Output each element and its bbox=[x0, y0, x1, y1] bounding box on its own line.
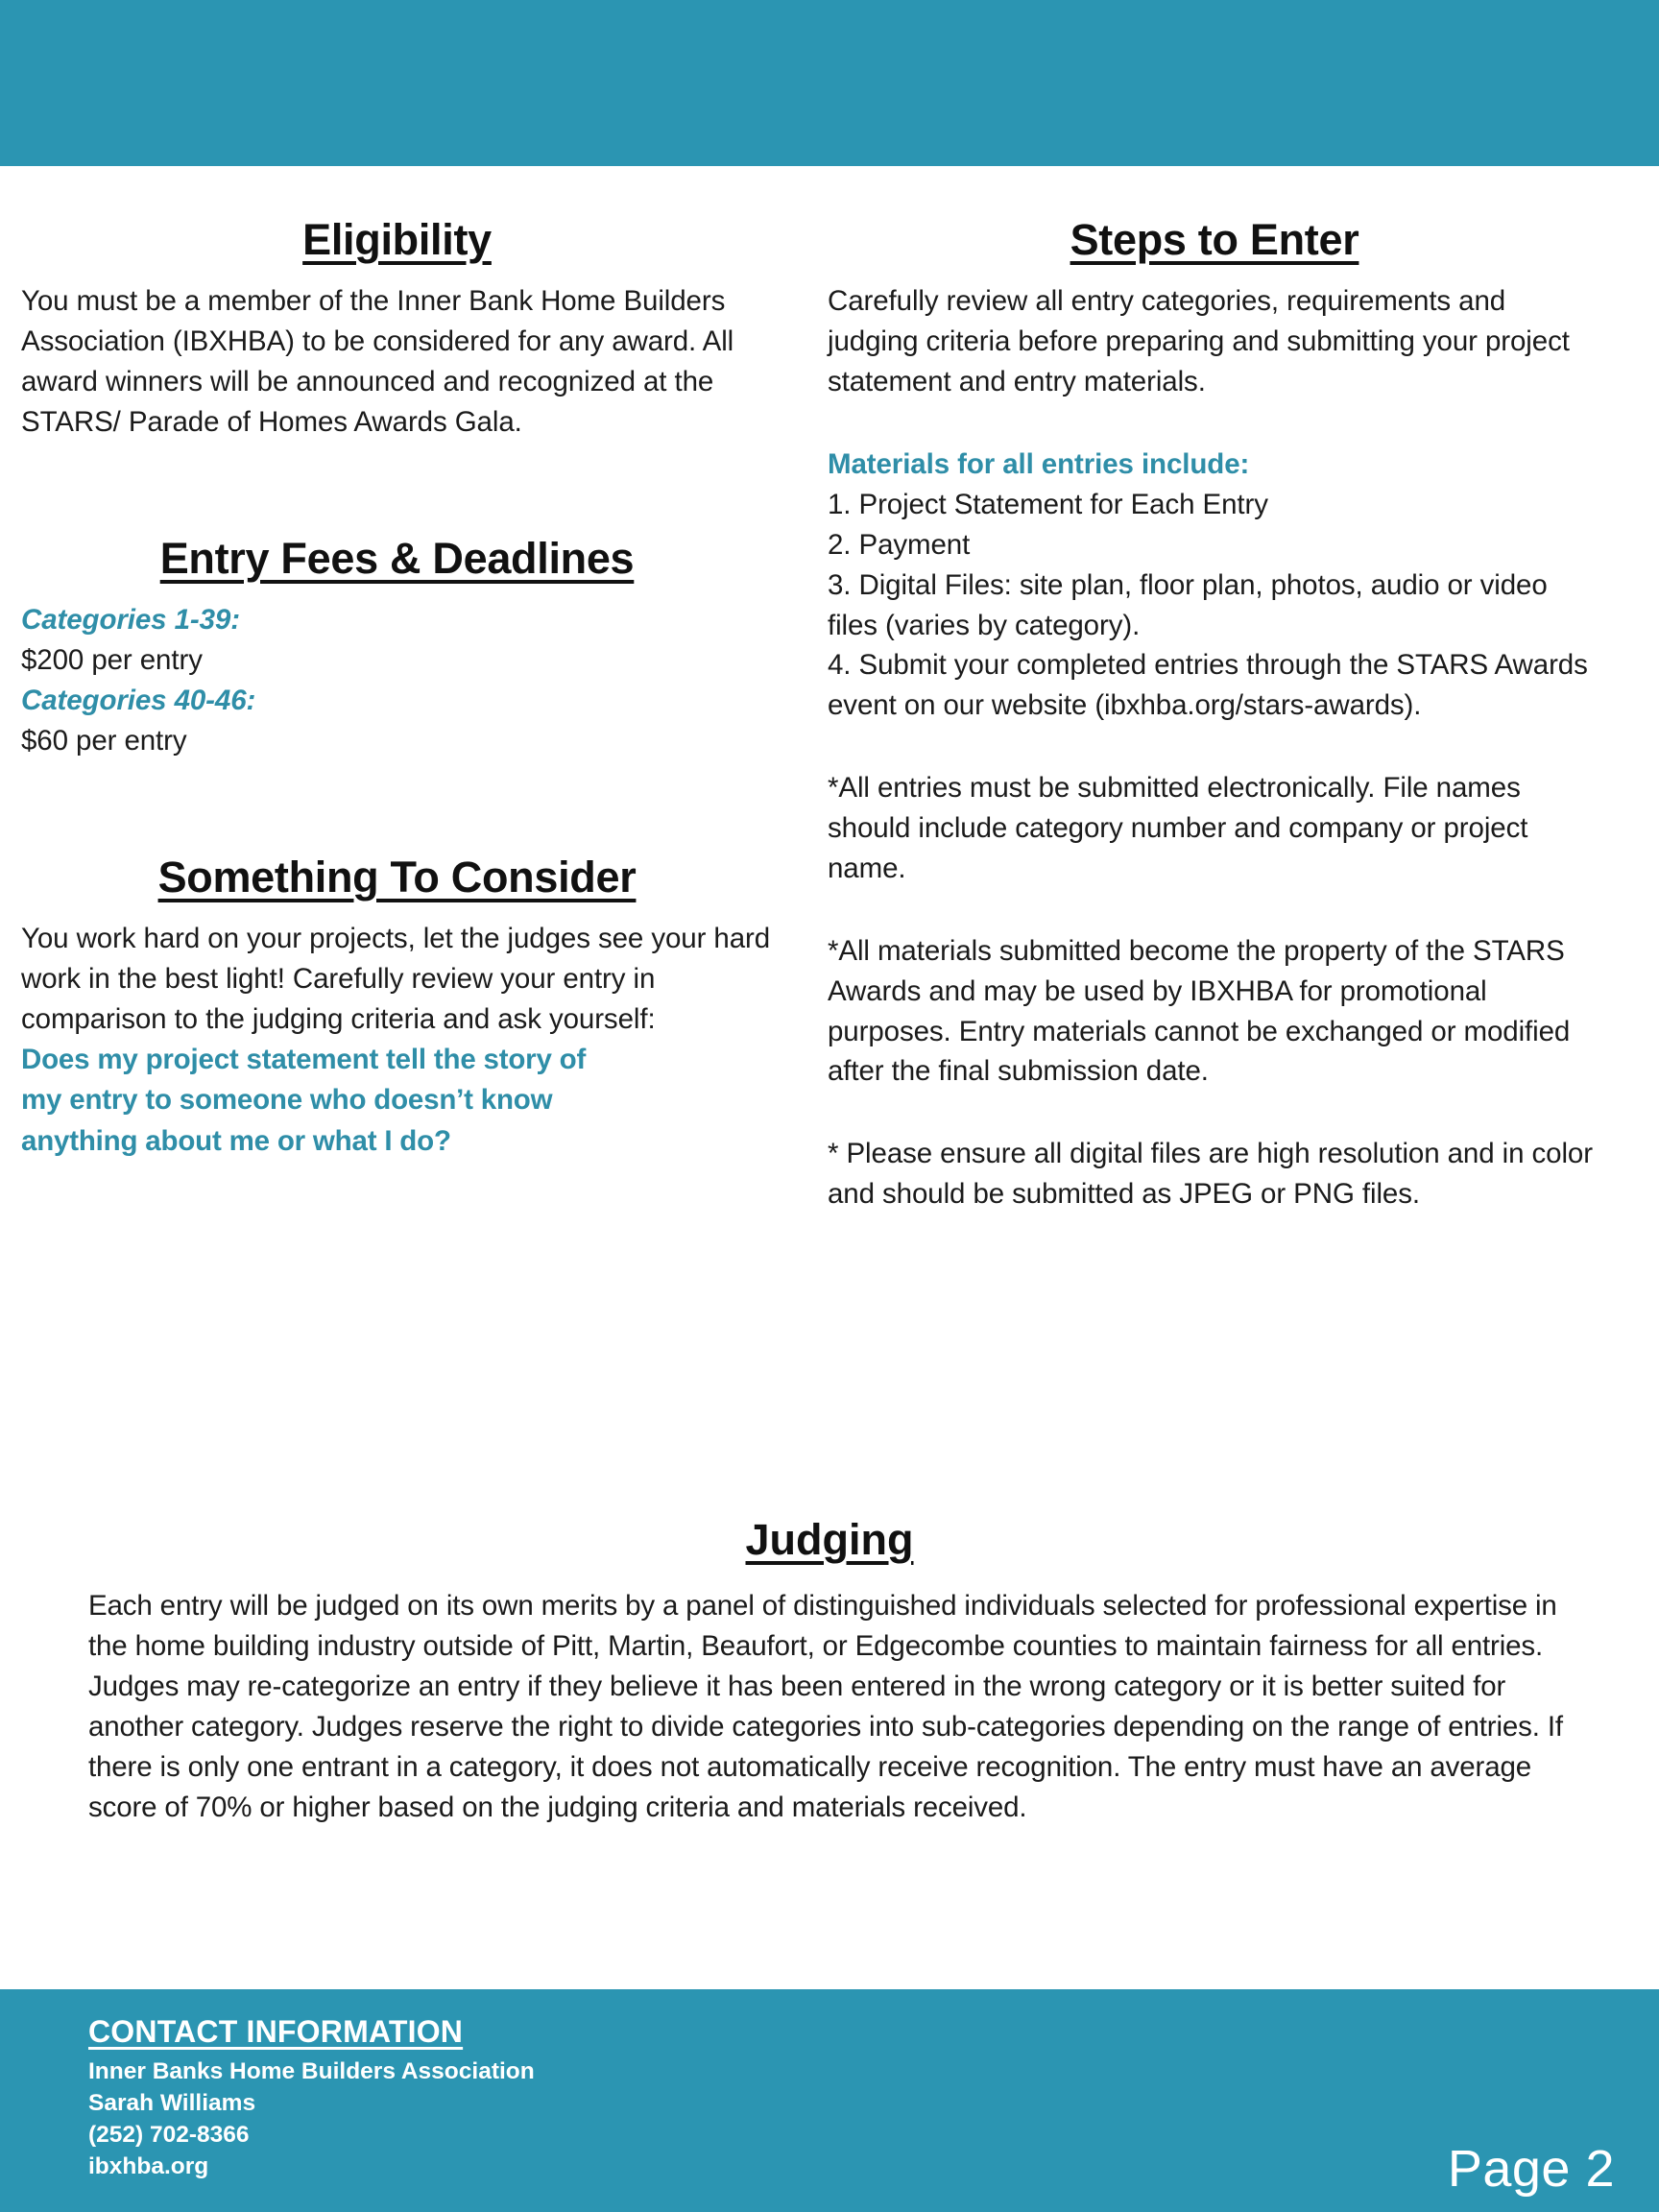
consider-question-line-1: Does my project statement tell the story of bbox=[21, 1043, 587, 1075]
consider-question-line-3: anything about me or what I do? bbox=[21, 1124, 451, 1157]
materials-list bbox=[828, 485, 1601, 726]
right-column bbox=[806, 166, 1659, 1214]
spacer bbox=[21, 443, 773, 535]
contact-organization: Inner Banks Home Builders Association bbox=[88, 2058, 535, 2084]
steps-note-2: *All materials submitted become the property of the STARS Awards and may be used by IBXHBA for promotional purposes. Entry materials cannot be exchanged or modified after the final submission date. bbox=[828, 934, 1571, 1088]
something-to-consider-title: Something To Consider bbox=[157, 852, 637, 902]
list-item: 2. Payment bbox=[828, 528, 971, 561]
entry-fees-tier2-label: Categories 40-46: bbox=[21, 685, 256, 717]
list-item: 1. Project Statement for Each Entry bbox=[828, 488, 1268, 520]
eligibility-paragraph: You must be a member of the Inner Bank Home Builders Association (IBXHBA) to be considered for any award. All award winners will be announced and recognized at the STARS/ Parade of Homes Awards Gala. bbox=[21, 285, 734, 439]
spacer bbox=[828, 402, 1601, 445]
footer-teal-band bbox=[0, 1989, 1659, 2212]
something-to-consider-paragraph: You work hard on your projects, let the judges see your hard work in the best light! Carefully review your entry in comparison to the judging criteria and ask yourself: bbox=[21, 923, 771, 1035]
contact-information-heading: CONTACT INFORMATION bbox=[88, 2014, 464, 2049]
list-item: 4. Submit your completed entries through the STARS Awards event on our website (ibxhba.org/stars-awards). bbox=[828, 649, 1588, 722]
contact-website[interactable]: ibxhba.org bbox=[88, 2153, 209, 2180]
steps-note-3: * Please ensure all digital files are high resolution and in color and should be submitted as JPEG or PNG files. bbox=[828, 1138, 1593, 1211]
top-teal-banner bbox=[0, 0, 1659, 166]
judging-section bbox=[0, 1515, 1659, 1828]
two-column-body bbox=[0, 166, 1659, 1214]
consider-question-line-2: my entry to someone who doesn’t know bbox=[21, 1084, 553, 1117]
contact-information-block bbox=[88, 2014, 535, 2182]
steps-note-1: *All entries must be submitted electronically. File names should include category number and company or project name. bbox=[828, 772, 1528, 884]
spacer bbox=[828, 726, 1601, 768]
spacer bbox=[21, 761, 773, 854]
steps-to-enter-title: Steps to Enter bbox=[1070, 215, 1359, 264]
judging-paragraph: Each entry will be judged on its own merits by a panel of distinguished individuals selected for professional expertise in the home building industry outside of Pitt, Martin, Beaufort, or Edgecombe counties to maintain fairness for all entries. Judges may re-categorize an entry if they believe it has been entered in the wrong category or it is better suited for another category. Judges reserve the right to divide categories into sub-categories depending on the range of entries. If there is only one entrant in a category, it does not automatically receive recognition. The entry must have an average score of 70% or higher based on the judging criteria and materials received. bbox=[88, 1590, 1563, 1824]
page-number: Page 2 bbox=[1447, 2140, 1615, 2198]
spacer bbox=[828, 1092, 1601, 1134]
contact-phone: (252) 702-8366 bbox=[88, 2122, 250, 2149]
entry-fees-tier1-value: $200 per entry bbox=[21, 644, 203, 677]
materials-heading: Materials for all entries include: bbox=[828, 448, 1250, 481]
steps-intro-paragraph: Carefully review all entry categories, requirements and judging criteria before preparing and submitting your project statement and entry materials. bbox=[828, 285, 1570, 398]
entry-fees-title: Entry Fees & Deadlines bbox=[159, 533, 635, 583]
judging-title: Judging bbox=[745, 1515, 914, 1564]
contact-person-name: Sarah Williams bbox=[88, 2090, 256, 2117]
spacer bbox=[828, 889, 1601, 931]
list-item: 3. Digital Files: site plan, floor plan, photos, audio or video files (varies by category). bbox=[828, 568, 1548, 641]
left-column bbox=[0, 166, 806, 1162]
eligibility-title: Eligibility bbox=[302, 215, 492, 264]
entry-fees-tier1-label: Categories 1-39: bbox=[21, 604, 240, 637]
entry-fees-tier2-value: $60 per entry bbox=[21, 724, 187, 757]
